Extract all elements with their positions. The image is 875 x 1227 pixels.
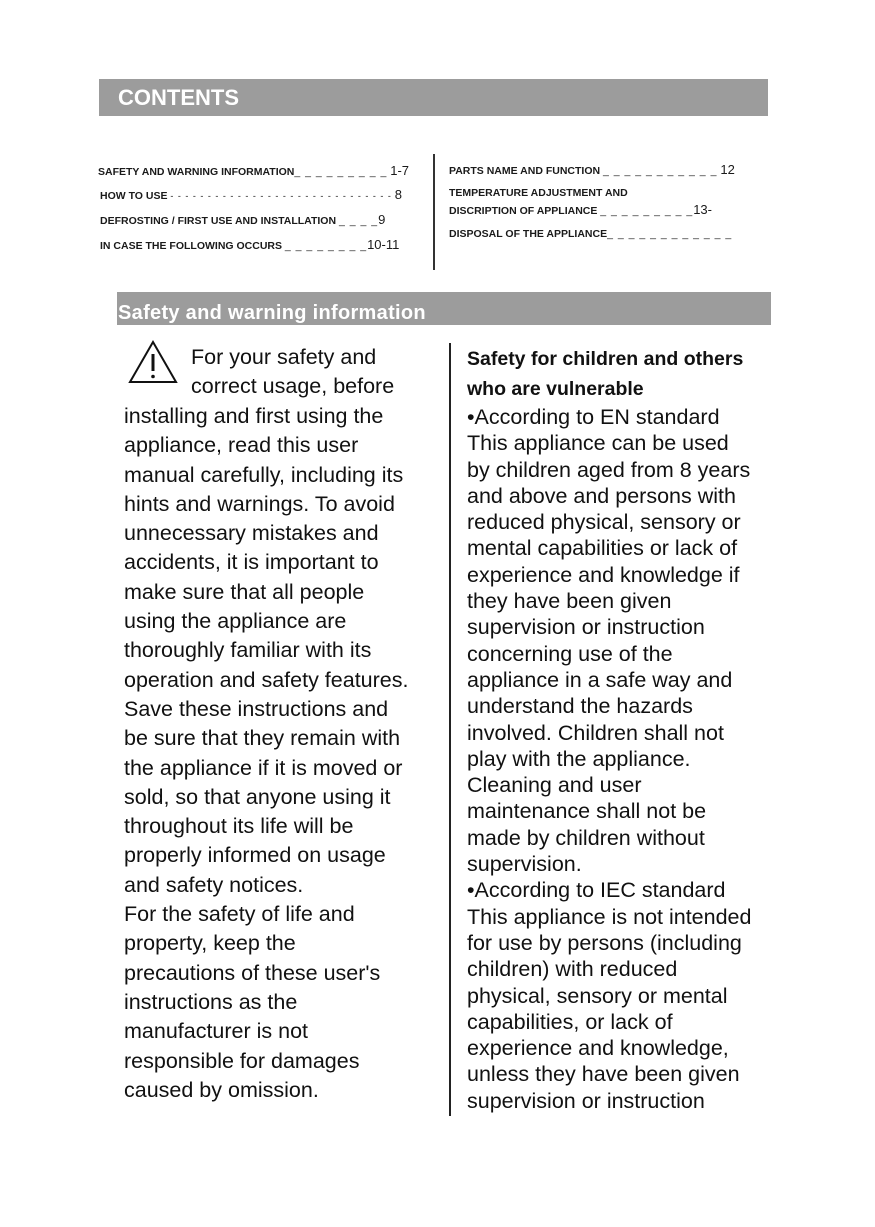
toc-page-number: 13-: [693, 202, 712, 217]
toc-page-number: 12: [720, 162, 735, 177]
toc-page-number: 9: [378, 212, 386, 227]
toc-entry-label: DISPOSAL OF THE APPLIANCE: [449, 228, 608, 240]
toc-leader: _ _ _ _ _ _ _ _ _ _ _ _: [607, 228, 733, 240]
safety-left-body: installing and first using the appliance, read this user manual carefully, including its hints and warnings. To avoid unnecessary mistakes and accidents, it is important to make sure that all people using the appliance are thoroughly familiar with its operation and safety features. Save these instructions and be sure that they remain with the appliance if it is moved or sold, so that anyone using it throughout its life will be properly informed on usage and safety notices. For the safety of life and property, keep the precautions of these user's instructions as the manufacturer is not responsible for damages caused by omission.: [124, 404, 409, 1102]
toc-leader: _ _ _ _ _ _ _ _ _ _ _: [603, 165, 718, 177]
toc-leader: _ _ _ _ _ _ _ _ _: [294, 166, 388, 178]
toc-entry-label: DEFROSTING / FIRST USE AND INSTALLATION: [100, 215, 337, 227]
toc-entry-defrosting[interactable]: [100, 212, 385, 227]
toc-entry-safety[interactable]: [98, 163, 409, 178]
toc-entry-temperature[interactable]: [449, 187, 712, 217]
toc-leader: _ _ _ _ _ _ _ _: [284, 240, 368, 252]
toc-entry-in-case[interactable]: [100, 237, 399, 252]
toc-divider: [433, 154, 435, 270]
contents-heading: CONTENTS: [99, 79, 768, 116]
toc-entry-label: HOW TO USE: [100, 190, 168, 202]
safety-section-heading: Safety and warning information: [117, 292, 771, 325]
toc-entry-disposal[interactable]: [449, 225, 732, 240]
toc-page-number: 10-11: [367, 237, 400, 252]
toc-page-number: 8: [394, 187, 402, 202]
children-safety-heading: who are vulnerable: [467, 378, 644, 400]
column-divider: [449, 343, 451, 1116]
toc-entry-label: SAFETY AND WARNING INFORMATION: [98, 166, 295, 178]
toc-entry-label: DISCRIPTION OF APPLIANCE: [449, 205, 598, 217]
toc-leader: _ _ _ _: [338, 215, 379, 227]
intro-line: For your safety and: [191, 345, 377, 369]
toc-entry-how-to-use[interactable]: [100, 187, 402, 202]
toc-entry-label: PARTS NAME AND FUNCTION: [449, 165, 601, 177]
toc-leader: - - - - - - - - - - - - - - - - - - - - - - - - - - - - - -: [170, 191, 392, 201]
children-safety-body: •According to EN standard This appliance can be used by children aged from 8 years and above and persons with reduced physical, sensory or mental capabilities or lack of experience and knowledge if they have been given supervision or instruction concerning use of the appliance in a safe way and understand the hazards involved. Children shall not play with the appliance. Cleaning and user maintenance shall not be made by children without supervision. •According to IEC standard This appliance is not intended for use by persons (including children) with reduced physical, sensory or mental capabilities, or lack of experience and knowledge, unless they have been given supervision or instruction: [467, 405, 752, 1113]
children-safety-heading: Safety for children and others: [467, 348, 744, 370]
intro-line: correct usage, before: [191, 374, 395, 398]
toc-page-number: 1-7: [390, 163, 410, 178]
toc-leader: _ _ _ _ _ _ _ _ _: [600, 205, 694, 217]
toc-entry-label: IN CASE THE FOLLOWING OCCURS: [100, 240, 282, 252]
warning-triangle-icon: [128, 340, 178, 384]
toc-entry-parts[interactable]: [449, 162, 735, 177]
toc-entry-label: TEMPERATURE ADJUSTMENT AND: [449, 187, 628, 199]
